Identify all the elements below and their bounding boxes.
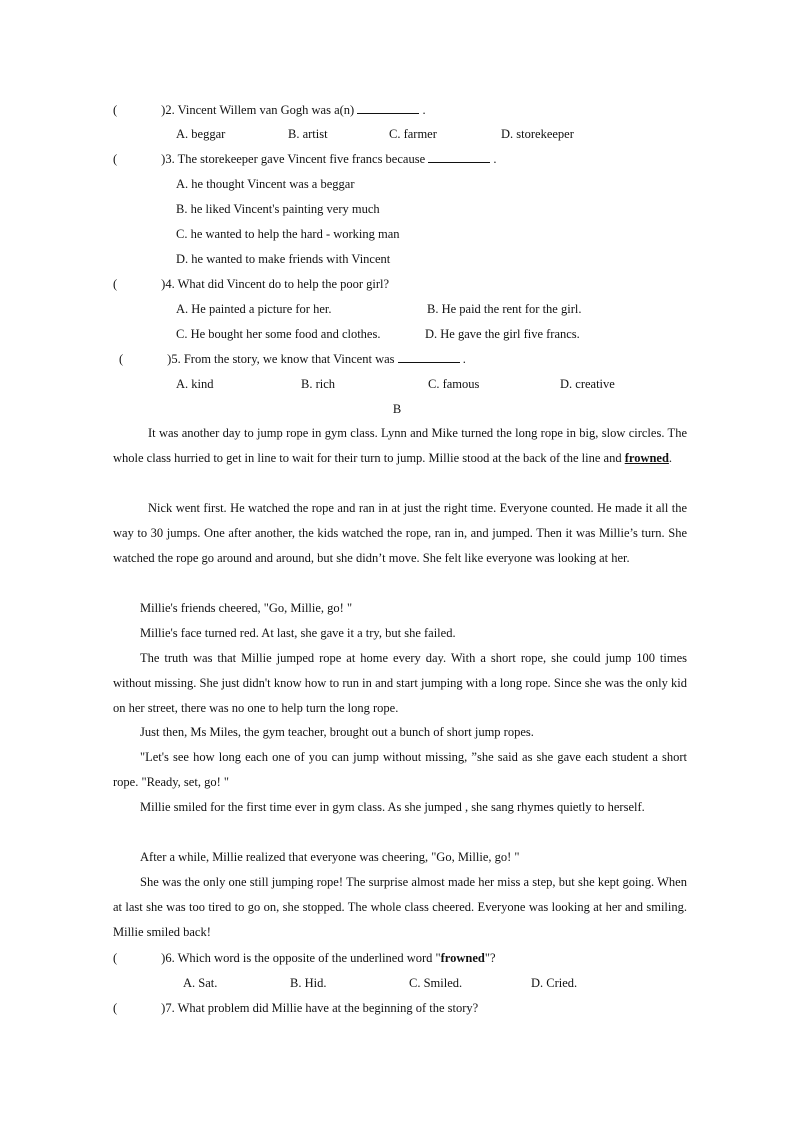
paragraph-text: .	[668, 451, 673, 465]
underlined-word: frowned	[624, 451, 669, 465]
bold-word: frowned	[440, 951, 485, 965]
question-end: "?	[484, 951, 496, 965]
passage-paragraph-4: Millie's face turned red. At last, she gave it a try, but she failed.	[140, 626, 456, 640]
q6-option-c[interactable]: C. Smiled.	[409, 976, 463, 990]
answer-paren: (	[119, 352, 124, 366]
passage-paragraph-2: Nick went first. He watched the rope and ran in at just the right time. Everyone counted. He made it all the way to 30 jumps. One after another, the kids watched the rope, ran in, and jumped. Then it was Millie’s turn. She watched the rope go around and around, but she didn’t move. She felt like everyone was looking at her.	[113, 501, 687, 565]
question-stem: )4. What did Vincent do to help the poor girl?	[161, 277, 390, 291]
q2-option-b[interactable]: B. artist	[288, 127, 328, 141]
q6-option-a[interactable]: A. Sat.	[183, 976, 218, 990]
question-stem: )6. Which word is the opposite of the underlined word "	[161, 951, 441, 965]
question-stem: )5. From the story, we know that Vincent was	[167, 352, 395, 366]
passage-paragraph-3: Millie's friends cheered, "Go, Millie, go! "	[140, 601, 353, 615]
fill-blank[interactable]	[357, 101, 419, 114]
passage-paragraph-7: "Let's see how long each one of you can jump without missing, ”she said as she gave each student a short rope. "Ready, set, go! "	[113, 750, 687, 789]
passage-paragraph-5: The truth was that Millie jumped rope at home every day. With a short rope, she could jump 100 times without missing. She just didn't know how to run in and start jumping with a long rope. Since she was the only kid on her street, there was no one to help turn the long rope.	[113, 651, 687, 715]
q2-option-d[interactable]: D. storekeeper	[501, 127, 574, 141]
passage-paragraph-10: She was the only one still jumping rope! The surprise almost made her miss a step, but she kept going. When at last she was too tired to go on, she stopped. The whole class cheered. Everyone was looking at her and smiling. Millie smiled back!	[113, 875, 687, 939]
q2-option-c[interactable]: C. farmer	[389, 127, 437, 141]
q4-option-c[interactable]: C. He bought her some food and clothes.	[176, 327, 381, 341]
q4-option-d[interactable]: D. He gave the girl five francs.	[425, 327, 580, 341]
question-7	[113, 999, 478, 1017]
question-3	[113, 150, 497, 168]
answer-paren: (	[113, 951, 118, 965]
question-stem: )3. The storekeeper gave Vincent five francs because	[161, 152, 426, 166]
question-stem: )2. Vincent Willem van Gogh was a(n)	[161, 103, 355, 117]
question-5	[119, 350, 466, 368]
q2-option-a[interactable]: A. beggar	[176, 127, 226, 141]
q5-option-a[interactable]: A. kind	[176, 377, 214, 391]
question-stem: )7. What problem did Millie have at the beginning of the story?	[161, 1001, 479, 1015]
answer-paren: (	[113, 103, 118, 117]
q6-option-d[interactable]: D. Cried.	[531, 976, 578, 990]
question-6	[113, 949, 496, 967]
question-2	[113, 101, 426, 119]
q3-option-d[interactable]: D. he wanted to make friends with Vincent	[176, 252, 391, 266]
answer-paren: (	[113, 1001, 118, 1015]
q3-option-a[interactable]: A. he thought Vincent was a beggar	[176, 177, 355, 191]
q3-option-c[interactable]: C. he wanted to help the hard - working man	[176, 227, 400, 241]
q6-option-b[interactable]: B. Hid.	[290, 976, 327, 990]
q3-option-b[interactable]: B. he liked Vincent's painting very much	[176, 202, 380, 216]
q5-option-c[interactable]: C. famous	[428, 377, 480, 391]
answer-paren: (	[113, 277, 118, 291]
passage-paragraph-8: Millie smiled for the first time ever in gym class. As she jumped , she sang rhymes quietly to herself.	[140, 800, 645, 814]
section-heading-b: B	[392, 402, 402, 416]
fill-blank[interactable]	[398, 350, 460, 363]
q5-option-b[interactable]: B. rich	[301, 377, 336, 391]
passage-paragraph-1	[113, 421, 687, 471]
question-4	[113, 275, 389, 293]
q4-option-a[interactable]: A. He painted a picture for her.	[176, 302, 332, 316]
question-end: .	[462, 352, 466, 366]
question-end: .	[493, 152, 497, 166]
question-end: .	[422, 103, 426, 117]
paragraph-text: It was another day to jump rope in gym class. Lynn and Mike turned the long rope in big, slow circles. The whole class hurried to get in line to wait for their turn to jump. Millie stood at the back of the line and	[113, 426, 687, 465]
passage-paragraph-6: Just then, Ms Miles, the gym teacher, brought out a bunch of short jump ropes.	[140, 725, 534, 739]
q5-option-d[interactable]: D. creative	[560, 377, 615, 391]
passage-paragraph-9: After a while, Millie realized that everyone was cheering, "Go, Millie, go! "	[140, 850, 520, 864]
fill-blank[interactable]	[428, 150, 490, 163]
q4-option-b[interactable]: B. He paid the rent for the girl.	[427, 302, 582, 316]
answer-paren: (	[113, 152, 118, 166]
